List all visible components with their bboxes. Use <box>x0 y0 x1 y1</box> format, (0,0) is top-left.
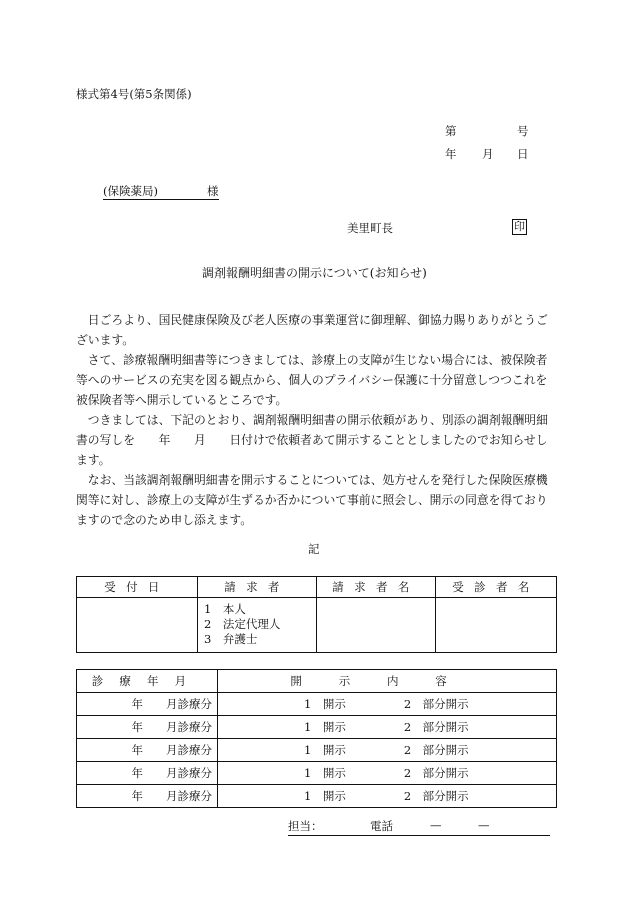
content-cell <box>218 762 557 785</box>
addressee-honorific: 様 <box>207 184 219 198</box>
option-partial-disclose: 2 部分開示 <box>403 743 469 757</box>
header-received-date: 受付日 <box>77 577 198 598</box>
option-disclose: 1 開示 <box>304 697 346 711</box>
ki-heading: 記 <box>308 542 320 556</box>
table-row <box>77 785 557 808</box>
disclosure-table <box>76 669 557 808</box>
form-label: 様式第4号(第5条関係) <box>76 87 192 101</box>
requester-option: 3 弁護士 <box>204 632 258 646</box>
requester-options-cell <box>198 598 317 653</box>
requester-option: 2 法定代理人 <box>204 617 281 631</box>
contact-label: 担当： <box>288 819 323 833</box>
content-cell <box>218 693 557 716</box>
paragraph: 日ごろより、国民健康保険及び老人医療の事業運営に御理解、御協力賜りありがとうございます。 <box>76 313 548 347</box>
request-table <box>76 576 557 653</box>
period-cell: 年 月診療分 <box>77 739 218 762</box>
document-title: 調剤報酬明細書の開示について(お知らせ) <box>202 266 427 280</box>
period-cell: 年 月診療分 <box>77 716 218 739</box>
sender-name: 美里町長 <box>347 221 393 235</box>
header-period: 診療年月 <box>77 670 218 693</box>
option-partial-disclose: 2 部分開示 <box>403 766 469 780</box>
option-disclose: 1 開示 <box>304 743 346 757</box>
seal-mark: 印 <box>514 220 525 233</box>
phone-label: 電話 <box>370 819 393 833</box>
requester-name-cell <box>317 598 436 653</box>
paragraph: つきましては、下記のとおり、調剤報酬明細書の開示依頼があり、別添の調剤報酬明細書の写しを 年 月 日付けで依頼者あて開示することとしましたのでお知らせします。 <box>76 413 548 467</box>
option-partial-disclose: 2 部分開示 <box>403 789 469 803</box>
option-disclose: 1 開示 <box>304 789 346 803</box>
date-year: 年 <box>445 147 457 161</box>
header-requester: 請求者 <box>198 577 317 598</box>
doc-number-prefix: 第 <box>445 124 457 138</box>
addressee-line <box>103 183 219 200</box>
table-row <box>77 739 557 762</box>
date-day: 日 <box>517 147 529 161</box>
option-disclose: 1 開示 <box>304 766 346 780</box>
body-text <box>76 310 552 530</box>
option-partial-disclose: 2 部分開示 <box>403 720 469 734</box>
header-patient-name: 受診者名 <box>436 577 557 598</box>
contact-footer <box>288 818 550 836</box>
period-cell: 年 月診療分 <box>77 762 218 785</box>
content-cell <box>218 785 557 808</box>
paragraph: さて、診療報酬明細書等につきましては、診療上の支障が生じない場合には、被保険者等へのサービスの充実を図る観点から、個人のプライバシー保護に十分留意しつつこれを被保険者等へ開示しているところです。 <box>76 353 548 407</box>
option-disclose: 1 開示 <box>304 720 346 734</box>
content-cell <box>218 716 557 739</box>
paragraph: なお、当該調剤報酬明細書を開示することについては、処方せんを発行した保険医療機関等に対し、診療上の支障が生ずるか否かについて事前に照会し、開示の同意を得ておりますので念のため申し添えます。 <box>76 473 548 527</box>
addressee-name: (保険薬局) <box>103 184 158 198</box>
doc-number-suffix: 号 <box>517 124 529 138</box>
patient-name-cell <box>436 598 557 653</box>
option-partial-disclose: 2 部分開示 <box>403 697 469 711</box>
requester-option: 1 本人 <box>204 602 246 616</box>
content-cell <box>218 739 557 762</box>
table-row <box>77 762 557 785</box>
period-cell: 年 月診療分 <box>77 693 218 716</box>
received-date-cell <box>77 598 198 653</box>
date-month: 月 <box>482 147 494 161</box>
phone-dash: — <box>478 818 490 832</box>
phone-dash: — <box>430 818 442 832</box>
table-row <box>77 693 557 716</box>
period-cell: 年 月診療分 <box>77 785 218 808</box>
table-row <box>77 716 557 739</box>
header-disclosure-content: 開示内容 <box>218 670 557 693</box>
header-requester-name: 請求者名 <box>317 577 436 598</box>
seal-box <box>512 219 527 235</box>
